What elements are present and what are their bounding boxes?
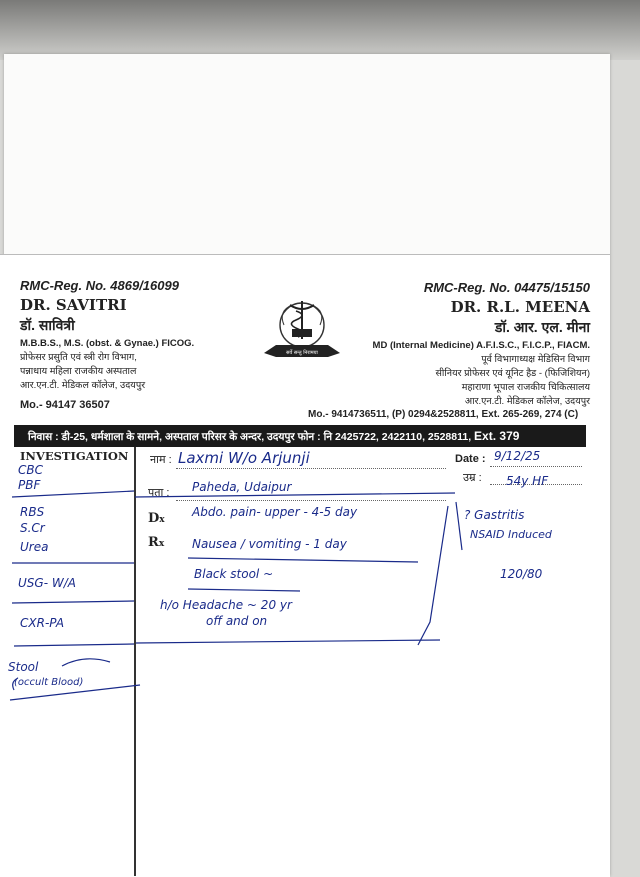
- right-qualifications: MD (Internal Medicine) A.F.I.S.C., F.I.C.P., FIACM.: [372, 340, 590, 351]
- right-designation-3: महाराणा भूपाल राजकीय चिकित्सालय: [461, 382, 590, 393]
- left-doctor-name: DR. SAVITRI: [20, 296, 127, 314]
- patient-name-handwritten: Laxmi W/o Arjunji: [178, 449, 310, 467]
- investigation-heading: INVESTIGATION: [20, 449, 129, 463]
- pen-line: [188, 558, 418, 562]
- investigation-item: Urea: [20, 540, 49, 554]
- pen-line: [456, 502, 462, 550]
- address-ext: Ext. 379: [474, 429, 520, 443]
- address-text: निवास : डी-25, धर्मशाला के सामने, अस्पताल परिसर के अन्दर, उदयपुर फोन : नि 2425722, 2422110, 2528811,: [28, 431, 472, 443]
- left-reg-number: RMC-Reg. No. 4869/16099: [20, 278, 179, 293]
- investigation-item: CBC: [18, 463, 43, 477]
- pen-line: [10, 685, 140, 700]
- complaint-item: h/o Headache ~ 20 yr: [160, 598, 292, 612]
- blood-pressure-handwritten: 120/80: [500, 567, 543, 581]
- pen-bracket: [418, 506, 448, 645]
- investigation-item: S.Cr: [20, 521, 45, 535]
- investigation-item: USG- W/A: [18, 576, 76, 590]
- pen-line: [13, 678, 18, 690]
- left-designation-2: पन्नाधाय महिला राजकीय अस्पताल: [20, 366, 137, 377]
- rx-label: Rx: [148, 535, 165, 550]
- logo-ribbon-text: सर्वे सन्तु निरामया: [286, 350, 318, 356]
- diagnosis-item: NSAID Induced: [470, 528, 552, 541]
- patient-address-handwritten: Paheda, Udaipur: [192, 480, 292, 494]
- right-doctor-name: DR. R.L. MEENA: [450, 298, 590, 316]
- left-mobile: Mo.- 94147 36507: [20, 399, 110, 411]
- left-doctor-name-hindi: डॉ. सावित्री: [20, 317, 75, 333]
- age-handwritten: 54y HF: [506, 474, 549, 488]
- left-qualifications: M.B.B.S., M.S. (obst. & Gynae.) FICOG.: [20, 338, 195, 349]
- left-designation-3: आर.एन.टी. मेडिकल कॉलेज, उदयपुर: [20, 380, 146, 391]
- right-designation-4: आर.एन.टी. मेडिकल कॉलेज, उदयपुर: [464, 396, 590, 407]
- age-label: उम्र :: [463, 472, 482, 484]
- date-label: Date :: [455, 453, 486, 465]
- complaint-item: off and on: [206, 614, 268, 628]
- diagnosis-item: ? Gastritis: [464, 508, 525, 522]
- complaint-item: Black stool ~: [194, 567, 274, 581]
- investigation-item: RBS: [20, 505, 45, 519]
- investigation-item: Stool: [8, 660, 39, 674]
- right-doctor-name-hindi: डॉ. आर. एल. मीना: [494, 319, 590, 335]
- pen-line: [136, 640, 440, 643]
- investigation-item: PBF: [18, 478, 41, 492]
- dx-label: Dx: [148, 511, 165, 526]
- complaint-item: Abdo. pain- upper - 4-5 day: [192, 505, 358, 519]
- pen-line: [14, 644, 134, 646]
- date-handwritten: 9/12/25: [494, 449, 541, 463]
- investigation-item: CXR-PA: [20, 616, 65, 630]
- pen-line: [12, 601, 134, 603]
- investigation-item: (occult Blood): [14, 677, 84, 688]
- right-phone: Mo.- 9414736511, (P) 0294&2528811, Ext. 265-269, 274 (C): [308, 409, 579, 420]
- right-designation-2: सीनियर प्रोफेसर एवं यूनिट हैड - (फिजिशियन): [435, 368, 590, 379]
- pen-line: [135, 493, 455, 497]
- complaint-item: Nausea / vomiting - 1 day: [192, 537, 347, 551]
- right-designation-1: पूर्व विभागाध्यक्ष मेडिसिन विभाग: [481, 354, 590, 365]
- pen-line: [12, 491, 134, 497]
- pen-line: [188, 589, 300, 591]
- right-reg-number: RMC-Reg. No. 04475/15150: [423, 280, 590, 295]
- name-label: नाम :: [150, 454, 172, 466]
- pen-strikeout: [62, 659, 110, 666]
- left-designation-1: प्रोफेसर प्रसुति एवं स्त्री रोग विभाग,: [20, 352, 137, 363]
- address-label: पता :: [148, 487, 170, 499]
